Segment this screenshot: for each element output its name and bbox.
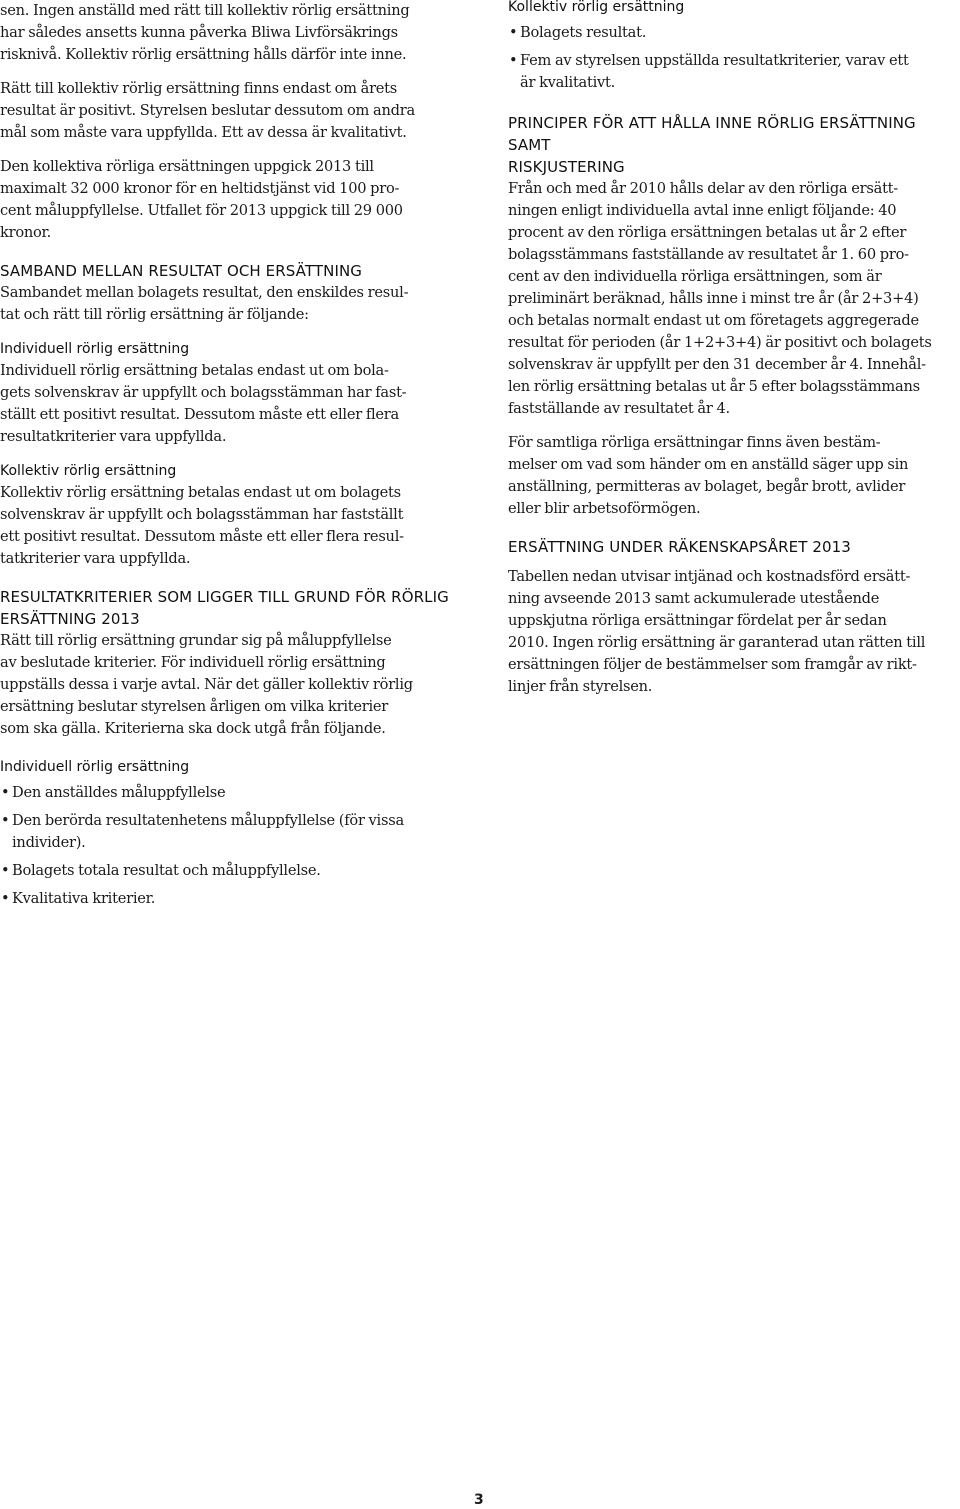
text-line: RISKJUSTERING (508, 158, 625, 176)
text-line: 2010. Ingen rörlig ersättning är garanterad utan rätten till (508, 634, 926, 651)
text-line: linjer från styrelsen. (508, 678, 653, 695)
text-line: ning avseende 2013 samt ackumulerade utestående (508, 590, 880, 607)
text-line: melser om vad som händer om en anställd säger upp sin (508, 456, 909, 473)
list-item-text: Bolagets resultat. (520, 24, 647, 41)
text-line: ERSÄTTNING 2013 (0, 610, 140, 628)
principer-paragraph (508, 178, 954, 420)
text-line: ningen enligt individuella avtal inne enligt följande: 40 (508, 202, 897, 219)
text-line: har således ansetts kunna påverka Bliwa Livförsäkrings (0, 24, 398, 41)
text-line: kronor. (0, 224, 52, 241)
list-item-text: Bolagets totala resultat och måluppfyllelse. (12, 862, 321, 879)
bullet-icon: • (509, 24, 518, 41)
collective-amount-paragraph (0, 156, 462, 244)
page-number: 3 (474, 1492, 484, 1508)
text-line: Från och med år 2010 hålls delar av den rörliga ersätt- (508, 180, 898, 197)
subheading-individuell-criteria: Individuell rörlig ersättning (0, 759, 190, 775)
list-item (0, 860, 462, 882)
text-line: tat och rätt till rörlig ersättning är följande: (0, 306, 309, 323)
subheading-individuell: Individuell rörlig ersättning (0, 341, 190, 357)
text-line: ställt ett positivt resultat. Dessutom måste ett eller flera (0, 406, 399, 423)
text-line: av beslutade kriterier. För individuell rörlig ersättning (0, 654, 386, 671)
text-line: procent av den rörliga ersättningen betalas ut år 2 efter (508, 224, 907, 241)
text-line: risknivå. Kollektiv rörlig ersättning hålls därför inte inne. (0, 46, 407, 63)
list-item (508, 22, 954, 44)
left-column (0, 0, 462, 916)
section-heading-resultatkriterier (0, 586, 462, 630)
section-heading-ersattning: ERSÄTTNING UNDER RÄKENSKAPSÅRET 2013 (508, 538, 851, 556)
section-heading-samband: SAMBAND MELLAN RESULTAT OCH ERSÄTTNING (0, 262, 363, 280)
bullet-icon: • (1, 862, 10, 879)
text-line: Sambandet mellan bolagets resultat, den enskildes resul- (0, 284, 409, 301)
list-item (0, 888, 462, 910)
list-item (0, 810, 462, 854)
text-line: uppställs dessa i varje avtal. När det gäller kollektiv rörlig (0, 676, 413, 693)
subheading-kollektiv: Kollektiv rörlig ersättning (0, 463, 177, 479)
kollektiv-paragraph (0, 482, 462, 570)
bullet-icon: • (1, 890, 10, 907)
text-line: gets solvenskrav är uppfyllt och bolagsstämman har fast- (0, 384, 407, 401)
text-line: sen. Ingen anställd med rätt till kollektiv rörlig ersättning (0, 2, 410, 19)
intro-paragraph (0, 0, 462, 66)
text-line: Individuell rörlig ersättning betalas endast ut om bola- (0, 362, 389, 379)
text-line: fastställande av resultatet år 4. (508, 400, 730, 417)
text-line: Rätt till rörlig ersättning grundar sig på måluppfyllelse (0, 632, 392, 649)
ersattning-paragraph (508, 566, 954, 698)
list-item-text: individer). (12, 834, 86, 851)
text-line: Tabellen nedan utvisar intjänad och kostnadsförd ersätt- (508, 568, 911, 585)
text-line: RESULTATKRITERIER SOM LIGGER TILL GRUND FÖR RÖRLIG (0, 588, 449, 606)
text-line: För samtliga rörliga ersättningar finns även bestäm- (508, 434, 881, 451)
text-line: Den kollektiva rörliga ersättningen uppgick 2013 till (0, 158, 374, 175)
samband-paragraph (0, 282, 462, 326)
text-line: som ska gälla. Kriterierna ska dock utgå från följande. (0, 720, 386, 737)
positive-result-paragraph (0, 78, 462, 144)
text-line: cent måluppfyllelse. Utfallet för 2013 uppgick till 29 000 (0, 202, 403, 219)
right-column (508, 0, 954, 698)
list-item-text: är kvalitativt. (520, 74, 616, 91)
individuell-paragraph (0, 360, 462, 448)
subheading-kollektiv-criteria: Kollektiv rörlig ersättning (508, 0, 685, 15)
text-line: solvenskrav är uppfyllt och bolagsstämman har fastställt (0, 506, 404, 523)
text-line: anställning, permitteras av bolaget, begår brott, avlider (508, 478, 906, 495)
list-item (0, 782, 462, 804)
kriterier-paragraph (0, 630, 462, 740)
text-line: cent av den individuella rörliga ersättningen, som är (508, 268, 882, 285)
text-line: PRINCIPER FÖR ATT HÅLLA INNE RÖRLIG ERSÄTTNING SAMT (508, 114, 916, 154)
list-item (508, 50, 954, 94)
bullet-icon: • (509, 52, 518, 69)
text-line: resultatkriterier vara uppfyllda. (0, 428, 227, 445)
text-line: maximalt 32 000 kronor för en heltidstjänst vid 100 pro- (0, 180, 400, 197)
kollektiv-criteria-list (508, 22, 954, 94)
text-line: ersättningen följer de bestämmelser som framgår av rikt- (508, 656, 917, 673)
section-heading-principer (508, 112, 954, 178)
list-item-text: Kvalitativa kriterier. (12, 890, 156, 907)
text-line: bolagsstämmans fastställande av resultatet år 1. 60 pro- (508, 246, 909, 263)
text-line: ett positivt resultat. Dessutom måste ett eller flera resul- (0, 528, 404, 545)
list-item-text: Den anställdes måluppfyllelse (12, 784, 226, 801)
text-line: Rätt till kollektiv rörlig ersättning finns endast om årets (0, 80, 398, 97)
individuell-criteria-list (0, 782, 462, 910)
bullet-icon: • (1, 784, 10, 801)
text-line: eller blir arbetsoförmögen. (508, 500, 701, 517)
text-line: uppskjutna rörliga ersättningar fördelat per år sedan (508, 612, 887, 629)
text-line: och betalas normalt endast ut om företagets aggregerade (508, 312, 919, 329)
samtliga-paragraph (508, 432, 954, 520)
text-line: Kollektiv rörlig ersättning betalas endast ut om bolagets (0, 484, 401, 501)
text-line: resultat är positivt. Styrelsen beslutar dessutom om andra (0, 102, 415, 119)
text-line: len rörlig ersättning betalas ut år 5 efter bolagsstämmans (508, 378, 920, 395)
bullet-icon: • (1, 812, 10, 829)
list-item-text: Fem av styrelsen uppställda resultatkriterier, varav ett (520, 52, 909, 69)
text-line: mål som måste vara uppfyllda. Ett av dessa är kvalitativt. (0, 124, 407, 141)
text-line: solvenskrav är uppfyllt per den 31 december år 4. Innehål- (508, 356, 926, 373)
text-line: tatkriterier vara uppfyllda. (0, 550, 191, 567)
text-line: preliminärt beräknad, hålls inne i minst tre år (år 2+3+4) (508, 290, 919, 307)
list-item-text: Den berörda resultatenhetens måluppfyllelse (för vissa (12, 812, 404, 829)
text-line: resultat för perioden (år 1+2+3+4) är positivt och bolagets (508, 334, 932, 351)
text-line: ersättning beslutar styrelsen årligen om vilka kriterier (0, 698, 389, 715)
